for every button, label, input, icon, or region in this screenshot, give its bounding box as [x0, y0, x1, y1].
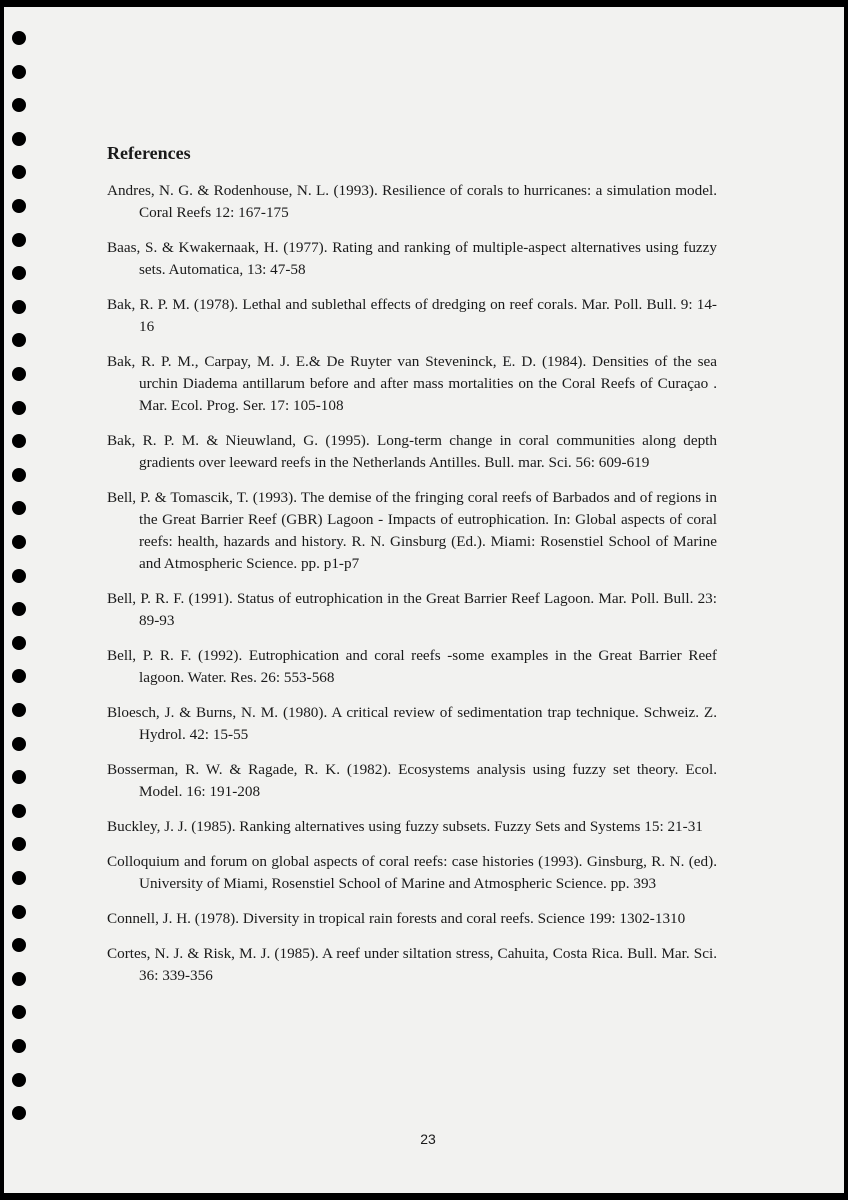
binding-holes [12, 31, 26, 1181]
binding-hole [12, 65, 26, 79]
binding-hole [12, 1073, 26, 1087]
binding-hole [12, 468, 26, 482]
reference-entry: Bak, R. P. M. (1978). Lethal and sublethal effects of dredging on reef corals. Mar. Poll. Bull. 9: 14-16 [107, 296, 717, 335]
binding-hole [12, 1005, 26, 1019]
binding-hole [12, 333, 26, 347]
binding-hole [12, 905, 26, 919]
binding-hole [12, 837, 26, 851]
reference-entry: Bell, P. & Tomascik, T. (1993). The demise of the fringing coral reefs of Barbados and of regions in the Great Barrier Reef (GBR) Lagoon - Impacts of eutrophication. In: Global aspects of coral reefs: health, hazards and history. R. N. Ginsburg (Ed.). Miami: Rosenstiel School of Marine and Atmospheric Science. pp. p1-p7 [107, 489, 717, 572]
reference-entry: Bell, P. R. F. (1991). Status of eutrophication in the Great Barrier Reef Lagoon. Mar. Poll. Bull. 23: 89-93 [107, 590, 717, 629]
reference-entry: Bell, P. R. F. (1992). Eutrophication and coral reefs -some examples in the Great Barrier Reef lagoon. Water. Res. 26: 553-568 [107, 647, 717, 686]
reference-entry: Colloquium and forum on global aspects of coral reefs: case histories (1993). Ginsburg, R. N. (ed). University of Miami, Rosenstiel School of Marine and Atmospheric Science. pp. 393 [107, 853, 717, 892]
binding-hole [12, 132, 26, 146]
binding-hole [12, 737, 26, 751]
binding-hole [12, 569, 26, 583]
reference-entry: Bloesch, J. & Burns, N. M. (1980). A critical review of sedimentation trap technique. Schweiz. Z. Hydrol. 42: 15-55 [107, 704, 717, 743]
binding-hole [12, 804, 26, 818]
binding-hole [12, 401, 26, 415]
binding-hole [12, 31, 26, 45]
page-number: 23 [420, 1131, 436, 1147]
section-heading: References [107, 143, 191, 163]
reference-entry: Bak, R. P. M. & Nieuwland, G. (1995). Long-term change in coral communities along depth gradients over leeward reefs in the Netherlands Antilles. Bull. mar. Sci. 56: 609-619 [107, 432, 717, 471]
reference-entry: Andres, N. G. & Rodenhouse, N. L. (1993). Resilience of corals to hurricanes: a simulation model. Coral Reefs 12: 167-175 [107, 182, 717, 221]
binding-hole [12, 199, 26, 213]
binding-hole [12, 501, 26, 515]
reference-entry: Baas, S. & Kwakernaak, H. (1977). Rating and ranking of multiple-aspect alternatives using fuzzy sets. Automatica, 13: 47-58 [107, 239, 717, 278]
binding-hole [12, 972, 26, 986]
reference-entry: Buckley, J. J. (1985). Ranking alternatives using fuzzy subsets. Fuzzy Sets and Systems 15: 21-31 [107, 818, 703, 835]
binding-hole [12, 669, 26, 683]
binding-hole [12, 770, 26, 784]
binding-hole [12, 636, 26, 650]
binding-hole [12, 165, 26, 179]
reference-entry: Bak, R. P. M., Carpay, M. J. E.& De Ruyter van Steveninck, E. D. (1984). Densities of the sea urchin Diadema antillarum before and after mass mortalities on the Coral Reefs of Curaçao . Mar. Ecol. Prog. Ser. 17: 105-108 [107, 353, 717, 414]
reference-entry: Bosserman, R. W. & Ragade, R. K. (1982). Ecosystems analysis using fuzzy set theory. Ecol. Model. 16: 191-208 [107, 761, 717, 800]
reference-entry: Connell, J. H. (1978). Diversity in tropical rain forests and coral reefs. Science 199: 1302-1310 [107, 910, 686, 927]
binding-hole [12, 434, 26, 448]
binding-hole [12, 535, 26, 549]
binding-hole [12, 938, 26, 952]
binding-hole [12, 602, 26, 616]
binding-hole [12, 98, 26, 112]
binding-hole [12, 233, 26, 247]
binding-hole [12, 1039, 26, 1053]
binding-hole [12, 367, 26, 381]
binding-hole [12, 871, 26, 885]
binding-hole [12, 266, 26, 280]
document-page [4, 7, 844, 1193]
binding-hole [12, 1106, 26, 1120]
references-section [107, 140, 717, 1000]
reference-list [107, 180, 717, 987]
binding-hole [12, 300, 26, 314]
binding-hole [12, 703, 26, 717]
reference-entry: Cortes, N. J. & Risk, M. J. (1985). A reef under siltation stress, Cahuita, Costa Rica. Bull. Mar. Sci. 36: 339-356 [107, 945, 717, 984]
